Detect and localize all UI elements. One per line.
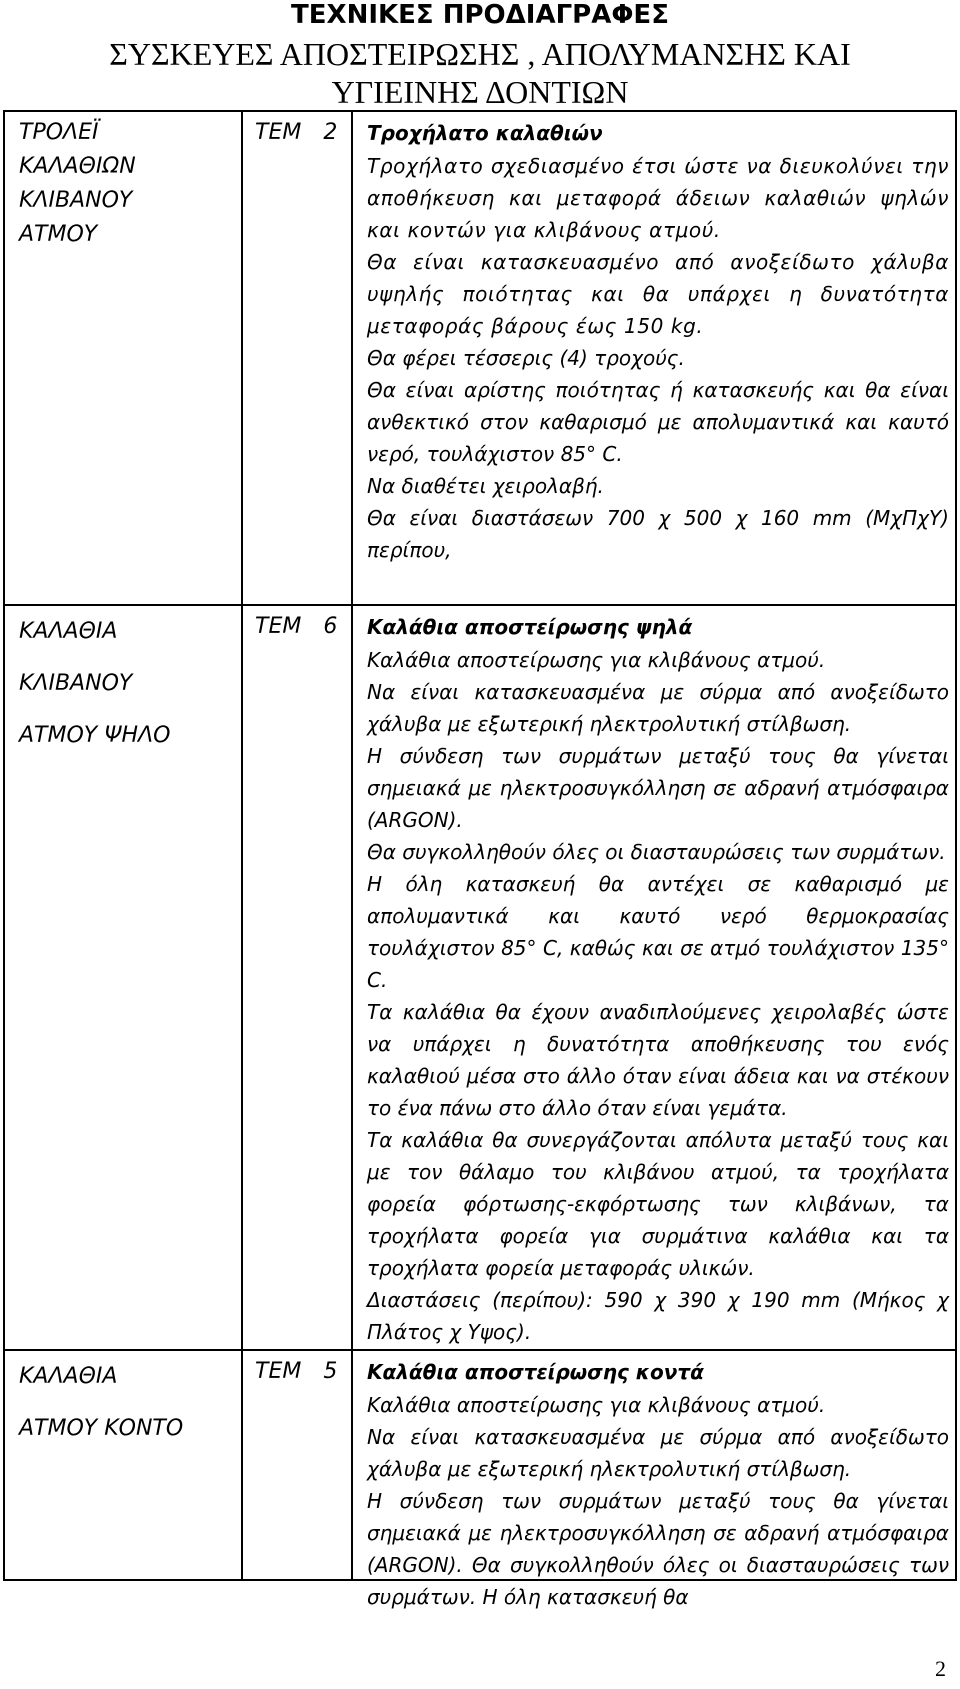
description-paragraph: Θα φέρει τέσσερις (4) τροχούς.: [367, 346, 685, 370]
document-subtitle-line-2: ΥΓΙΕΙΝΗΣ ΔΟΝΤΙΩΝ: [331, 74, 629, 110]
item-title: Τροχήλατο καλαθιών: [367, 121, 603, 145]
description-paragraph: Η όλη κατασκευή θα αντέχει σε καθαρισμό με απολυμαντικά και καυτό νερό θερμοκρασίας τουλάχιστον 85° C, καθώς και σε ατμό τουλάχιστον 135° C.: [367, 872, 949, 992]
description-paragraph: Τροχήλατο σχεδιασμένο έτσι ώστε να διευκολύνει την αποθήκευση και μεταφορά άδειων καλαθιών ψηλών και κοντών για κλιβάνους ατμού.: [367, 154, 949, 242]
description-paragraph: Θα συγκολληθούν όλες οι διασταυρώσεις των συρμάτων.: [367, 840, 946, 864]
item-title: Καλάθια αποστείρωσης ψηλά: [367, 615, 693, 639]
quantity-value: 6: [323, 614, 338, 639]
description-paragraph: Τα καλάθια θα έχουν αναδιπλούμενες χειρολαβές ώστε να υπάρχει η δυνατότητα αποθήκευσης του ενός καλαθιού μέσα στο άλλο όταν είναι άδεια και να στέκουν το ένα πάνω στο άλλο όταν είναι γεμάτα.: [367, 1000, 949, 1120]
unit-label: ΤΕΜ: [255, 120, 302, 145]
table-row: [4, 1350, 956, 1580]
page-number: 2: [935, 1656, 946, 1681]
unit-label: ΤΕΜ: [255, 614, 302, 639]
item-name-line: ΚΑΛΑΘΙΩΝ: [19, 154, 136, 179]
document-subtitle-line-1: ΣΥΣΚΕΥΕΣ ΑΠΟΣΤΕΙΡΩΣΗΣ , ΑΠΟΛΥΜΑΝΣΗΣ ΚΑΙ: [109, 36, 851, 72]
description-paragraph: Τα καλάθια θα συνεργάζονται απόλυτα μεταξύ τους και με τον θάλαμο του κλιβάνου ατμού, τα τροχήλατα φορεία φόρτωσης-εκφόρτωσης των κλιβάνων, τα τροχήλατα φορεία για συρμάτινα καλάθια και τα τροχήλατα φορεία μεταφοράς υλικών.: [367, 1128, 949, 1280]
description-cell: [352, 1350, 956, 1609]
document-title: ΤΕΧΝΙΚΕΣ ΠΡΟΔΙΑΓΡΑΦΕΣ: [291, 0, 669, 30]
item-name-line: ΚΛΙΒΑΝΟΥ: [19, 188, 133, 213]
description-paragraph: Καλάθια αποστείρωσης για κλιβάνους ατμού.: [367, 1393, 826, 1417]
description-paragraph: Η σύνδεση των συρμάτων μεταξύ τους θα γίνεται σημειακά με ηλεκτροσυγκόλληση σε αδρανή ατμόσφαιρα (ARGON).: [367, 744, 949, 832]
item-name-cell: [4, 1350, 242, 1580]
description-cell: [352, 605, 956, 1350]
item-name-line: ΤΡΟΛΕΪ: [19, 120, 99, 145]
item-name-line: ΑΤΜΟΥ: [19, 222, 98, 247]
item-name-line: ΑΤΜΟΥ ΚΟΝΤΟ: [19, 1416, 184, 1441]
item-name-cell: [4, 605, 242, 1350]
quantity-value: 5: [323, 1359, 338, 1384]
description-paragraph: Να είναι κατασκευασμένα με σύρμα από ανοξείδωτο χάλυβα με εξωτερική ηλεκτρολυτική στίλβωση.: [367, 1425, 949, 1481]
description-paragraph: Η σύνδεση των συρμάτων μεταξύ τους θα γίνεται σημειακά με ηλεκτροσυγκόλληση σε αδρανή ατμόσφαιρα (ARGON). Θα συγκολληθούν όλες οι διασταυρώσεις των συρμάτων. Η όλη κατασκευή θα: [367, 1489, 949, 1609]
table-row: [4, 605, 956, 1350]
item-name-line: ΑΤΜΟΥ ΨΗΛΟ: [19, 723, 171, 748]
item-name-line: ΚΑΛΑΘΙΑ: [19, 619, 118, 644]
description-paragraph: Καλάθια αποστείρωσης για κλιβάνους ατμού.: [367, 648, 826, 672]
item-name-line: ΚΑΛΑΘΙΑ: [19, 1364, 118, 1389]
table-row: [4, 111, 956, 605]
item-name-cell: [4, 111, 242, 605]
description-paragraph: Θα είναι διαστάσεων 700 χ 500 χ 160 mm (ΜχΠχΥ) περίπου,: [367, 506, 949, 562]
quantity-cell: [242, 111, 352, 605]
description-paragraph: Να είναι κατασκευασμένα με σύρμα από ανοξείδωτο χάλυβα με εξωτερική ηλεκτρολυτική στίλβωση.: [367, 680, 949, 736]
description-paragraph: Διαστάσεις (περίπου): 590 χ 390 χ 190 mm (Μήκος χ Πλάτος χ Υψος).: [367, 1288, 949, 1344]
specification-table: [3, 110, 957, 1609]
item-name-line: ΚΛΙΒΑΝΟΥ: [19, 671, 133, 696]
description-cell: [352, 111, 956, 605]
quantity-value: 2: [323, 120, 338, 145]
item-title: Καλάθια αποστείρωσης κοντά: [367, 1360, 704, 1384]
quantity-cell: [242, 1350, 352, 1580]
description-paragraph: Να διαθέτει χειρολαβή.: [367, 474, 604, 498]
unit-label: ΤΕΜ: [255, 1359, 302, 1384]
description-paragraph: Θα είναι αρίστης ποιότητας ή κατασκευής και θα είναι ανθεκτικό στον καθαρισμό με απολυμαντικά και καυτό νερό, τουλάχιστον 85° C.: [367, 378, 949, 466]
quantity-cell: [242, 605, 352, 1350]
description-paragraph: Θα είναι κατασκευασμένο από ανοξείδωτο χάλυβα υψηλής ποιότητας και θα υπάρχει η δυνατότητα μεταφοράς βάρους έως 150 kg.: [367, 250, 949, 338]
